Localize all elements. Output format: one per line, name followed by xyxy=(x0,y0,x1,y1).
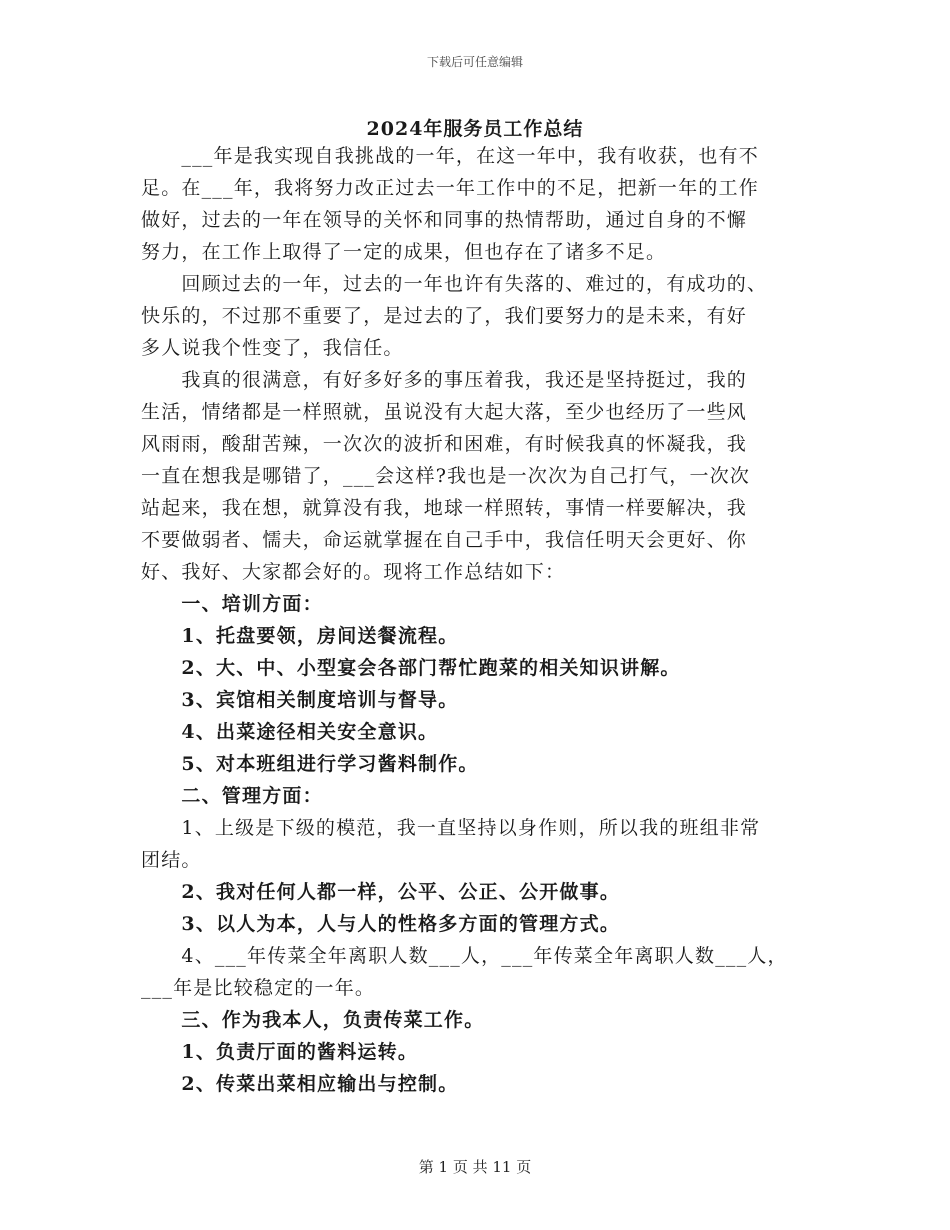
text-line: 1、上级是下级的模范，我一直坚持以身作则，所以我的班组非常 xyxy=(141,817,761,839)
text-line: 风雨雨，酸甜苦辣，一次次的波折和困难，有时候我真的怀凝我，我 xyxy=(141,433,748,455)
text-line: 我真的很满意，有好多好多的事压着我，我还是坚持挺过，我的 xyxy=(141,369,748,391)
text-line: 2、我对任何人都一样，公平、公正、公开做事。 xyxy=(141,881,621,903)
text-line: 做好，过去的一年在领导的关怀和同事的热情帮助，通过自身的不懈 xyxy=(141,209,748,231)
document-body xyxy=(141,140,821,1100)
text-line: ___年是我实现自我挑战的一年，在这一年中，我有收获，也有不 xyxy=(141,145,759,167)
text-line: 回顾过去的一年，过去的一年也许有失落的、难过的，有成功的、 xyxy=(141,273,768,295)
text-line: 二、管理方面： xyxy=(141,785,323,807)
text-line: 努力，在工作上取得了一定的成果，但也存在了诸多不足。 xyxy=(141,241,667,263)
text-line: 快乐的，不过那不重要了，是过去的了，我们要努力的是未来，有好 xyxy=(141,305,748,327)
text-line: 4、___年传菜全年离职人数___人，___年传菜全年离职人数___人， xyxy=(141,945,788,967)
text-line: 3、以人为本，人与人的性格多方面的管理方式。 xyxy=(141,913,621,935)
text-line: 生活，情绪都是一样照就，虽说没有大起大落，至少也经历了一些风 xyxy=(141,401,748,423)
text-line: 1、托盘要领，房间送餐流程。 xyxy=(141,625,459,647)
text-line: ___年是比较稳定的一年。 xyxy=(141,977,376,999)
text-line: 1、负责厅面的酱料运转。 xyxy=(141,1041,419,1063)
text-line: 一直在想我是哪错了，___会这样?我也是一次次为自己打气，一次次 xyxy=(141,465,751,487)
text-line: 4、出菜途径相关安全意识。 xyxy=(141,721,439,743)
text-line: 团结。 xyxy=(141,849,202,871)
text-line: 站起来，我在想，就算没有我，地球一样照转，事情一样要解决，我 xyxy=(141,497,748,519)
text-line: 好、我好、大家都会好的。现将工作总结如下： xyxy=(141,561,566,583)
text-line: 一、培训方面： xyxy=(141,593,323,615)
page-header-note: 下载后可任意编辑 xyxy=(426,55,523,69)
document-title: 2024年服务员工作总结 xyxy=(366,118,584,140)
page-footer: 第 1 页 共 11 页 xyxy=(418,1158,532,1176)
text-line: 5、对本班组进行学习酱料制作。 xyxy=(141,753,479,775)
text-line: 不要做弱者、懦夫，命运就掌握在自己手中，我信任明天会更好、你 xyxy=(141,529,748,551)
text-line: 三、作为我本人，负责传菜工作。 xyxy=(141,1009,485,1031)
text-line: 3、宾馆相关制度培训与督导。 xyxy=(141,689,459,711)
text-line: 足。在___年，我将努力改正过去一年工作中的不足，把新一年的工作 xyxy=(141,177,759,199)
text-line: 多人说我个性变了，我信任。 xyxy=(141,337,404,359)
text-line: 2、传菜出菜相应输出与控制。 xyxy=(141,1073,459,1095)
text-line: 2、大、中、小型宴会各部门帮忙跑菜的相关知识讲解。 xyxy=(141,657,681,679)
